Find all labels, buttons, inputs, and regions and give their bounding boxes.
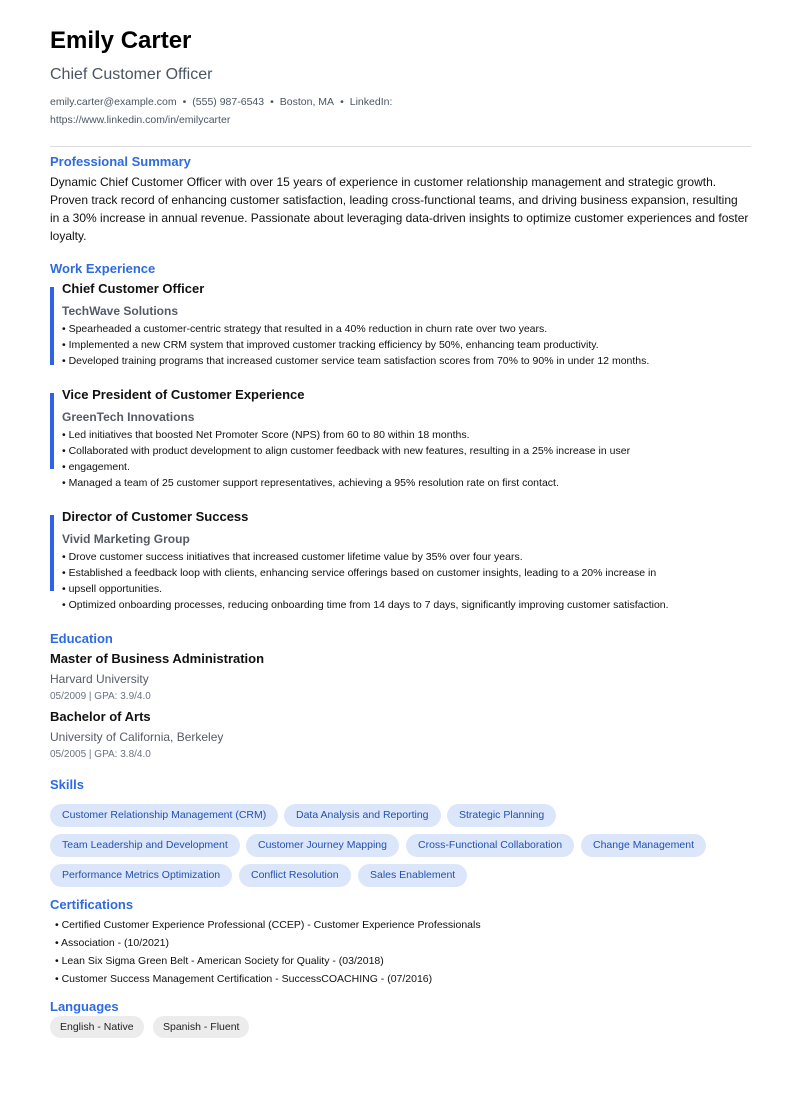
job-bullet: • Collaborated with product development to align customer feedback with new features, resulting in a 25% increase in user: [62, 445, 631, 457]
job-role: Chief Customer Officer: [62, 281, 205, 296]
contact-separator: •: [340, 96, 344, 108]
skill-chip: Change Management: [581, 834, 706, 857]
section-title-experience: Work Experience: [50, 261, 156, 276]
education-meta: 05/2009 | GPA: 3.9/4.0: [50, 691, 151, 702]
certification-item: • Association - (10/2021): [55, 937, 169, 949]
contact-info: [50, 93, 410, 129]
job-bullet: • Managed a team of 25 customer support representatives, achieving a 95% resolution rate on first contact.: [62, 477, 559, 489]
job-accent-bar: [50, 393, 54, 469]
skill-chip: Performance Metrics Optimization: [50, 864, 232, 887]
skill-chip: Data Analysis and Reporting: [284, 804, 441, 827]
job-company: Vivid Marketing Group: [62, 532, 190, 546]
education-school: University of California, Berkeley: [50, 730, 224, 744]
section-title-languages: Languages: [50, 999, 119, 1014]
summary-text: Dynamic Chief Customer Officer with over 15 years of experience in customer relationship management and strategic growth. Proven track record of enhancing customer satisfaction, leading cross-functional teams, and driving business expansion, resulting in a 30% increase in annual revenue. Passionate about leveraging data-driven insights to optimize customer experiences and foster loyalty.: [50, 175, 749, 243]
phone-number: (555) 987-6543: [192, 96, 265, 108]
certification-item: • Certified Customer Experience Professional (CCEP) - Customer Experience Professionals: [55, 919, 481, 931]
job-role: Vice President of Customer Experience: [62, 387, 305, 402]
skill-chip: Conflict Resolution: [239, 864, 351, 887]
location: Boston, MA: [279, 96, 335, 108]
job-bullet: • Optimized onboarding processes, reducing onboarding time from 14 days to 7 days, significantly improving customer satisfaction.: [62, 599, 669, 611]
job-bullet: • Spearheaded a customer-centric strategy that resulted in a 40% reduction in churn rate over two years.: [62, 323, 548, 335]
skill-chip: Customer Relationship Management (CRM): [50, 804, 278, 827]
section-title-summary: Professional Summary: [50, 154, 191, 169]
education-meta: 05/2005 | GPA: 3.8/4.0: [50, 749, 151, 760]
certification-item: • Customer Success Management Certification - SuccessCOACHING - (07/2016): [55, 973, 433, 985]
job-bullet: • Established a feedback loop with clients, enhancing service offerings based on customer insights, leading to a 20% increase in: [62, 567, 657, 579]
candidate-title: Chief Customer Officer: [50, 66, 213, 83]
job-role: Director of Customer Success: [62, 509, 249, 524]
section-title-skills: Skills: [50, 777, 84, 792]
job-company: GreenTech Innovations: [62, 410, 195, 424]
section-title-certifications: Certifications: [50, 897, 134, 912]
education-degree: Bachelor of Arts: [50, 709, 151, 724]
job-bullet: • Implemented a new CRM system that improved customer tracking efficiency by 50%, enhancing team productivity.: [62, 339, 599, 351]
email-link[interactable]: emily.carter@example.com: [50, 96, 177, 108]
candidate-name: Emily Carter: [50, 27, 192, 54]
contact-separator: •: [182, 96, 187, 108]
job-company: TechWave Solutions: [62, 304, 179, 318]
language-chip: Spanish - Fluent: [153, 1016, 249, 1038]
job-bullet: • Led initiatives that boosted Net Promoter Score (NPS) from 60 to 80 within 18 months.: [62, 429, 470, 441]
skill-chip: Sales Enablement: [358, 864, 467, 887]
education-degree: Master of Business Administration: [50, 651, 265, 666]
certification-item: • Lean Six Sigma Green Belt - American Society for Quality - (03/2018): [55, 955, 384, 967]
job-bullet: • upsell opportunities.: [62, 583, 162, 595]
job-accent-bar: [50, 287, 54, 365]
header-divider: [50, 146, 751, 147]
education-school: Harvard University: [50, 672, 149, 686]
skill-chip: Customer Journey Mapping: [246, 834, 399, 857]
job-accent-bar: [50, 515, 54, 591]
job-bullet: • Developed training programs that increased customer service team satisfaction scores from 70% to 90% in under 12 months.: [62, 355, 650, 367]
language-chip: English - Native: [50, 1016, 144, 1038]
section-title-education: Education: [50, 631, 113, 646]
skill-chip: Team Leadership and Development: [50, 834, 240, 857]
skill-chip: Strategic Planning: [447, 804, 556, 827]
contact-separator: •: [270, 96, 274, 108]
job-bullet: • engagement.: [62, 461, 130, 473]
linkedin-link[interactable]: https://www.linkedin.com/in/emilycarter: [50, 114, 231, 126]
linkedin-label: LinkedIn:: [349, 96, 393, 108]
job-bullet: • Drove customer success initiatives that increased customer lifetime value by 35% over four years.: [62, 551, 523, 563]
skill-chip: Cross-Functional Collaboration: [406, 834, 574, 857]
